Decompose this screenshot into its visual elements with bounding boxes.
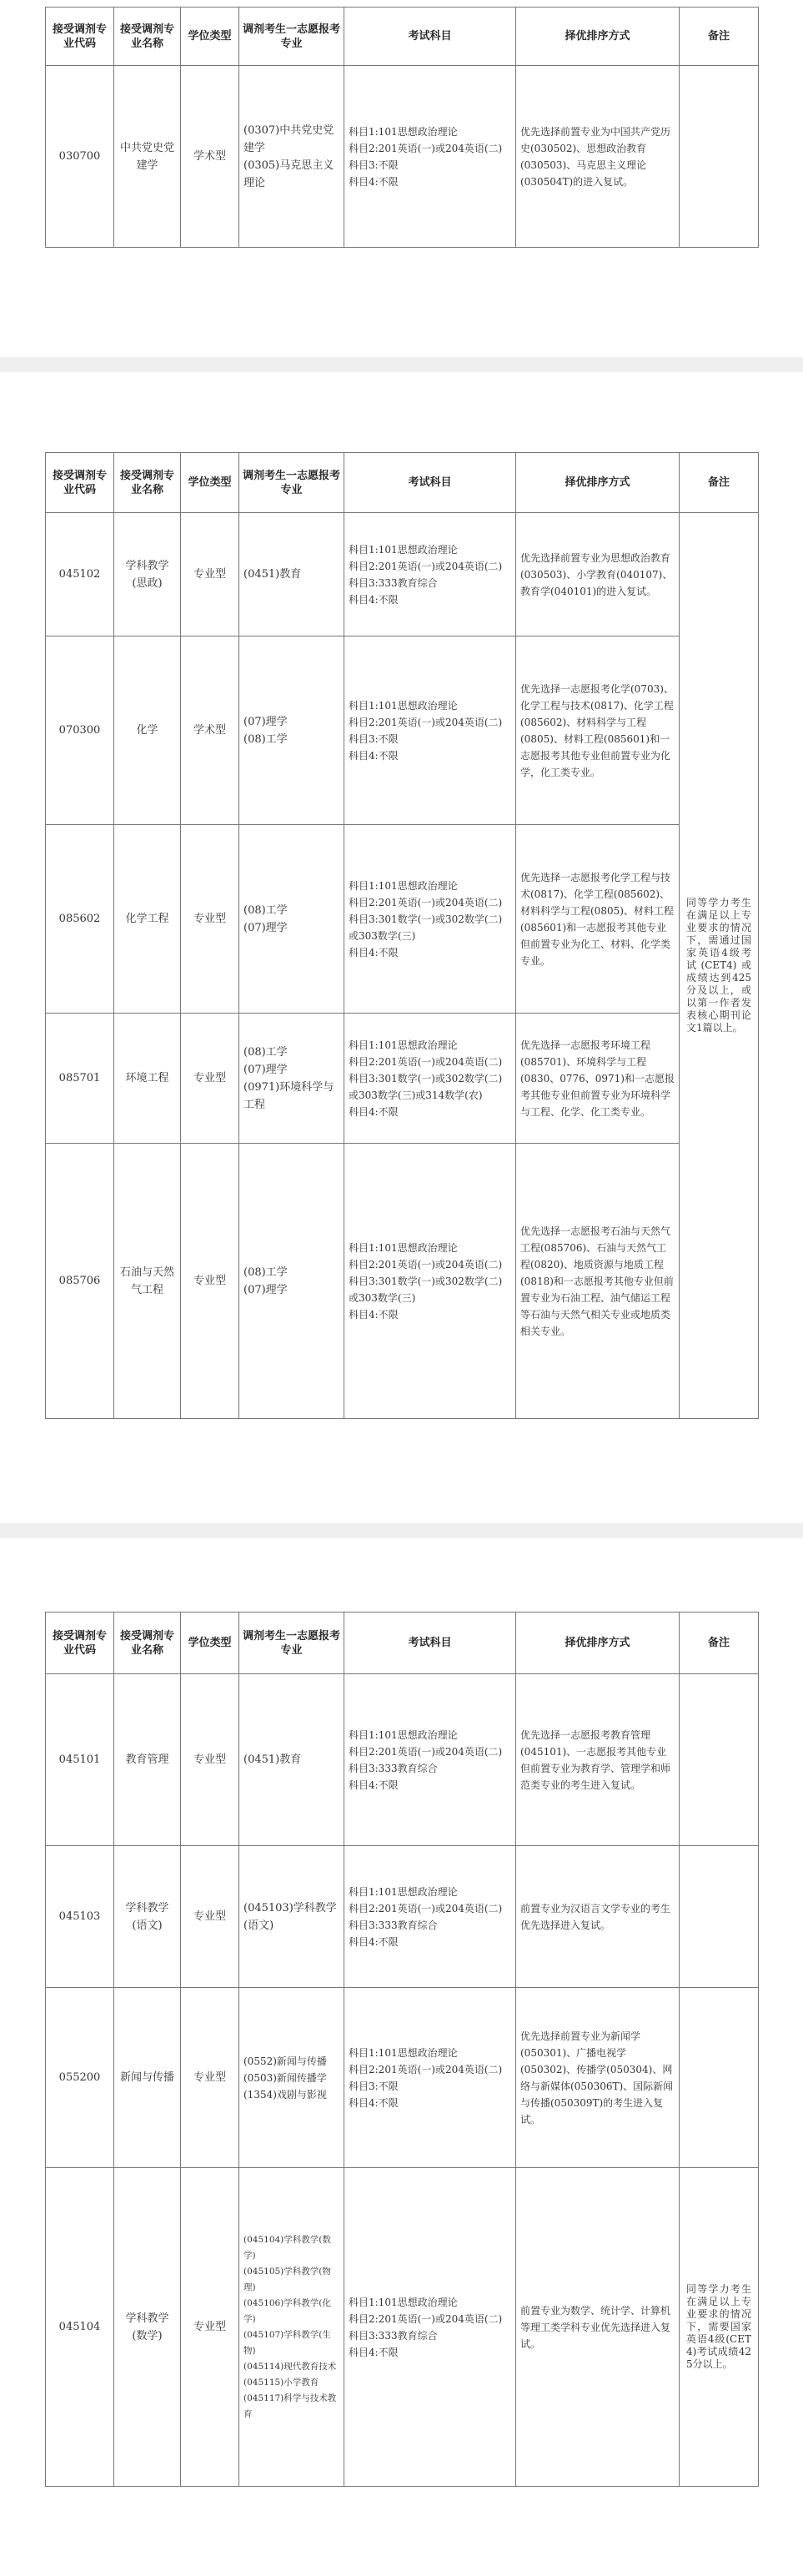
table-row [46, 636, 759, 825]
header-priority: 择优排序方式 [516, 453, 680, 513]
first-choice-line: (045103)学科教学(语文) [243, 1901, 337, 1932]
subject-line: 科目3:301数学(一)或302数学(二)或303数学(三) [349, 1275, 503, 1304]
cell-name: 中共党史党建学 [114, 66, 181, 248]
header-first-choice: 调剂考生一志愿报考专业 [239, 8, 344, 66]
cell-subjects [344, 66, 516, 248]
cell-subjects [344, 1014, 516, 1144]
cell-first-choice [239, 2168, 344, 2487]
subject-line: 科目1:101思想政治理论 [349, 543, 458, 556]
cell-first-choice [239, 636, 344, 825]
cell-first-choice [239, 66, 344, 248]
subject-line: 科目2:201英语(一)或204英语(二) [349, 1902, 503, 1914]
subject-line: 科目4:不限 [349, 2096, 399, 2109]
subject-line: 科目3:不限 [349, 732, 399, 745]
cell-subjects [344, 1846, 516, 1988]
subject-line: 科目3:不限 [349, 158, 399, 171]
cell-name: 环境工程 [114, 1014, 181, 1144]
first-choice-line: (07)理学 [243, 715, 288, 728]
cell-priority: 优先选择一志愿报考化学(0703)、化学工程与技术(0817)、化学工程(085602)、材料科学与工程(0805)、材料工程(085601)和一志愿报考其他专业但前置专业为化学，化工类专业。 [516, 636, 680, 825]
header-remark: 备注 [680, 1613, 759, 1674]
cell-first-choice [239, 1144, 344, 1419]
cell-name: 化学 [114, 636, 181, 825]
first-choice-line: (045106)学科教学(化学) [243, 2297, 331, 2324]
header-code: 接受调剂专业代码 [46, 8, 114, 66]
cell-first-choice [239, 1988, 344, 2168]
header-row [46, 1613, 759, 1674]
first-choice-line: (045115)小学教育 [243, 2377, 319, 2387]
cell-subjects [344, 1144, 516, 1419]
cell-code: 045104 [46, 2168, 114, 2487]
first-choice-line: (08)工学 [243, 903, 288, 917]
cell-priority: 优先选择前置专业为中国共产党历史(030502)、思想政治教育(030503)、马克思主义理论(030504T)的进入复试。 [516, 66, 680, 248]
table-row [46, 1014, 759, 1144]
cell-code: 085701 [46, 1014, 114, 1144]
header-remark: 备注 [680, 8, 759, 66]
cell-first-choice [239, 513, 344, 636]
header-priority: 择优排序方式 [516, 1613, 680, 1674]
first-choice-line: (08)工学 [243, 732, 288, 746]
subject-line: 科目2:201英语(一)或204英语(二) [349, 142, 503, 154]
header-code: 接受调剂专业代码 [46, 1613, 114, 1674]
header-subjects: 考试科目 [344, 8, 516, 66]
first-choice-line: (0451)教育 [243, 568, 302, 581]
subject-line: 科目1:101思想政治理论 [349, 1728, 458, 1741]
subject-line: 科目2:201英语(一)或204英语(二) [349, 716, 503, 728]
first-choice-line: (07)理学 [243, 1063, 288, 1076]
cell-name: 学科教学(思政) [114, 513, 181, 636]
cell-remark: 同等学力考生在满足以上专业要求的情况下，需要国家英语4级(CET4)考试成绩425分以上。 [680, 2168, 759, 2487]
subject-line: 科目2:201英语(一)或204英语(二) [349, 2063, 503, 2075]
cell-code: 045103 [46, 1846, 114, 1988]
table-row [46, 1674, 759, 1846]
page-gap-2 [0, 1523, 803, 1538]
cell-subjects [344, 2168, 516, 2487]
table-row [46, 2168, 759, 2487]
cell-code: 045102 [46, 513, 114, 636]
cell-degree: 学术型 [181, 66, 239, 248]
cell-subjects [344, 825, 516, 1014]
subject-line: 科目2:201英语(一)或204英语(二) [349, 1258, 503, 1270]
table-row [46, 1988, 759, 2168]
cell-subjects [344, 1988, 516, 2168]
subject-line: 科目1:101思想政治理论 [349, 699, 458, 712]
cell-remark [680, 66, 759, 248]
header-first-choice: 调剂考生一志愿报考专业 [239, 453, 344, 513]
header-code: 接受调剂专业代码 [46, 453, 114, 513]
subject-line: 科目2:201英语(一)或204英语(二) [349, 560, 503, 572]
first-choice-line: (045105)学科教学(物理) [243, 2266, 331, 2292]
first-choice-line: (045104)学科教学(数学) [243, 2234, 331, 2261]
cell-remark [680, 1988, 759, 2168]
subject-line: 科目3:333教育综合 [349, 2329, 438, 2342]
cell-name: 学科教学(语文) [114, 1846, 181, 1988]
cell-code: 085602 [46, 825, 114, 1014]
cell-name: 学科教学(数学) [114, 2168, 181, 2487]
cell-degree: 专业型 [181, 513, 239, 636]
cell-priority: 优先选择前置专业为思想政治教育(030503)、小学教育(040107)、教育学(040101)的进入复试。 [516, 513, 680, 636]
cell-priority: 优先选择前置专业为新闻学(050301)、广播电视学(050302)、传播学(050304)、网络与新媒体(050306T)、国际新闻与传播(050309T)的考生进入复试。 [516, 1988, 680, 2168]
cell-priority: 前置专业为数学、统计学、计算机等理工类学科专业优先选择进入复试。 [516, 2168, 680, 2487]
table-row [46, 66, 759, 248]
header-row [46, 453, 759, 513]
header-subjects: 考试科目 [344, 453, 516, 513]
subject-line: 科目4:不限 [349, 1308, 399, 1321]
cell-degree: 专业型 [181, 1674, 239, 1846]
cell-degree: 专业型 [181, 1988, 239, 2168]
cell-name: 教育管理 [114, 1674, 181, 1846]
subject-line: 科目3:333教育综合 [349, 576, 438, 589]
first-choice-line: (08)工学 [243, 1265, 288, 1279]
subject-line: 科目3:不限 [349, 2080, 399, 2092]
first-choice-line: (0503)新闻传播学 [243, 2071, 327, 2084]
cell-priority: 优先选择一志愿报考石油与天然气工程(085706)、石油与天然气工程(0820)、地质资源与地质工程(0818)和一志愿报考其他专业但前置专业为石油工程、油气储运工程等石油与天然气相关专业或地质类相关专业。 [516, 1144, 680, 1419]
subject-line: 科目4:不限 [349, 593, 399, 606]
header-name: 接受调剂专业名称 [114, 1613, 181, 1674]
header-name: 接受调剂专业名称 [114, 453, 181, 513]
cell-remark: 同等学力考生在满足以上专业要求的情况下，需通过国家英语4级考试(CET4)或成绩达到425分及以上，或以第一作者发表核心期刊论文1篇以上。 [680, 513, 759, 1419]
header-priority: 择优排序方式 [516, 8, 680, 66]
header-subjects: 考试科目 [344, 1613, 516, 1674]
cell-code: 045101 [46, 1674, 114, 1846]
cell-degree: 专业型 [181, 1014, 239, 1144]
header-row [46, 8, 759, 66]
cell-priority: 优先选择一志愿报考教育管理(045101)、一志愿报考其他专业但前置专业为教育学、管理学和师范类专业的考生进入复试。 [516, 1674, 680, 1846]
header-remark: 备注 [680, 453, 759, 513]
first-choice-line: (0305)马克思主义理论 [243, 158, 334, 189]
table-row [46, 825, 759, 1014]
cell-name: 石油与天然气工程 [114, 1144, 181, 1419]
subject-line: 科目4:不限 [349, 1779, 399, 1791]
cell-degree: 专业型 [181, 1144, 239, 1419]
first-choice-line: (045117)科学与技术教育 [243, 2392, 337, 2419]
subject-line: 科目3:301数学(一)或302数学(二)或303数学(三) [349, 913, 503, 942]
subject-line: 科目1:101思想政治理论 [349, 1241, 458, 1254]
subject-line: 科目3:301数学(一)或302数学(二)或303数学(三)或314数学(农) [349, 1072, 503, 1101]
first-choice-line: (045114)现代教育技术 [243, 2361, 337, 2372]
cell-priority: 优先选择一志愿报考环境工程(085701)、环境科学与工程(0830、0776、0971)和一志愿报考其他专业但前置专业为环境科学与工程、化学、化工类专业。 [516, 1014, 680, 1144]
cell-degree: 专业型 [181, 825, 239, 1014]
subject-line: 科目3:333教育综合 [349, 1762, 438, 1774]
cell-priority: 优先选择一志愿报考化学工程与技术(0817)、化学工程(085602)、材料科学与工程(0805)、材料工程(085601)和一志愿报考其他专业但前置专业为化工、材料、化学类专业。 [516, 825, 680, 1014]
first-choice-line: (0971)环境科学与工程 [243, 1080, 334, 1111]
cell-first-choice [239, 1674, 344, 1846]
subject-line: 科目2:201英语(一)或204英语(二) [349, 2312, 503, 2325]
cell-remark [680, 1846, 759, 1988]
subject-line: 科目3:333教育综合 [349, 1919, 438, 1931]
first-choice-line: (045107)学科教学(生物) [243, 2329, 331, 2356]
cell-remark [680, 1674, 759, 1846]
subject-line: 科目2:201英语(一)或204英语(二) [349, 1055, 503, 1068]
table-row [46, 1144, 759, 1419]
cell-first-choice [239, 1014, 344, 1144]
table-row [46, 513, 759, 636]
header-degree: 学位类型 [181, 8, 239, 66]
header-name: 接受调剂专业名称 [114, 8, 181, 66]
header-degree: 学位类型 [181, 453, 239, 513]
header-degree: 学位类型 [181, 1613, 239, 1674]
cell-degree: 专业型 [181, 2168, 239, 2487]
table-1 [45, 7, 759, 248]
cell-degree: 专业型 [181, 1846, 239, 1988]
cell-first-choice [239, 825, 344, 1014]
cell-code: 070300 [46, 636, 114, 825]
first-choice-line: (08)工学 [243, 1045, 288, 1059]
first-choice-line: (0451)教育 [243, 1753, 302, 1766]
cell-subjects [344, 636, 516, 825]
first-choice-line: (07)理学 [243, 1283, 288, 1296]
subject-line: 科目4:不限 [349, 946, 399, 958]
subject-line: 科目4:不限 [349, 1935, 399, 1948]
subject-line: 科目1:101思想政治理论 [349, 125, 458, 138]
subject-line: 科目2:201英语(一)或204英语(二) [349, 896, 503, 908]
table-2 [45, 452, 759, 1419]
cell-code: 030700 [46, 66, 114, 248]
first-choice-line: (0307)中共党史党建学 [243, 123, 334, 154]
subject-line: 科目1:101思想政治理论 [349, 2046, 458, 2059]
subject-line: 科目1:101思想政治理论 [349, 2296, 458, 2308]
first-choice-line: (0552)新闻与传播 [243, 2055, 327, 2067]
subject-line: 科目2:201英语(一)或204英语(二) [349, 1745, 503, 1758]
subject-line: 科目4:不限 [349, 2346, 399, 2358]
first-choice-line: (1354)戏剧与影视 [243, 2088, 327, 2101]
cell-priority: 前置专业为汉语言文学专业的考生优先选择进入复试。 [516, 1846, 680, 1988]
subject-line: 科目4:不限 [349, 1105, 399, 1118]
first-choice-line: (07)理学 [243, 921, 288, 934]
header-first-choice: 调剂考生一志愿报考专业 [239, 1613, 344, 1674]
cell-name: 新闻与传播 [114, 1988, 181, 2168]
cell-code: 055200 [46, 1988, 114, 2168]
subject-line: 科目4:不限 [349, 175, 399, 188]
subject-line: 科目1:101思想政治理论 [349, 879, 458, 892]
cell-subjects [344, 1674, 516, 1846]
subject-line: 科目1:101思想政治理论 [349, 1885, 458, 1898]
cell-subjects [344, 513, 516, 636]
page-gap-1 [0, 357, 803, 372]
table-3 [45, 1612, 759, 2487]
cell-code: 085706 [46, 1144, 114, 1419]
subject-line: 科目4:不限 [349, 749, 399, 762]
subject-line: 科目1:101思想政治理论 [349, 1039, 458, 1051]
cell-name: 化学工程 [114, 825, 181, 1014]
cell-first-choice [239, 1846, 344, 1988]
table-row [46, 1846, 759, 1988]
cell-degree: 学术型 [181, 636, 239, 825]
